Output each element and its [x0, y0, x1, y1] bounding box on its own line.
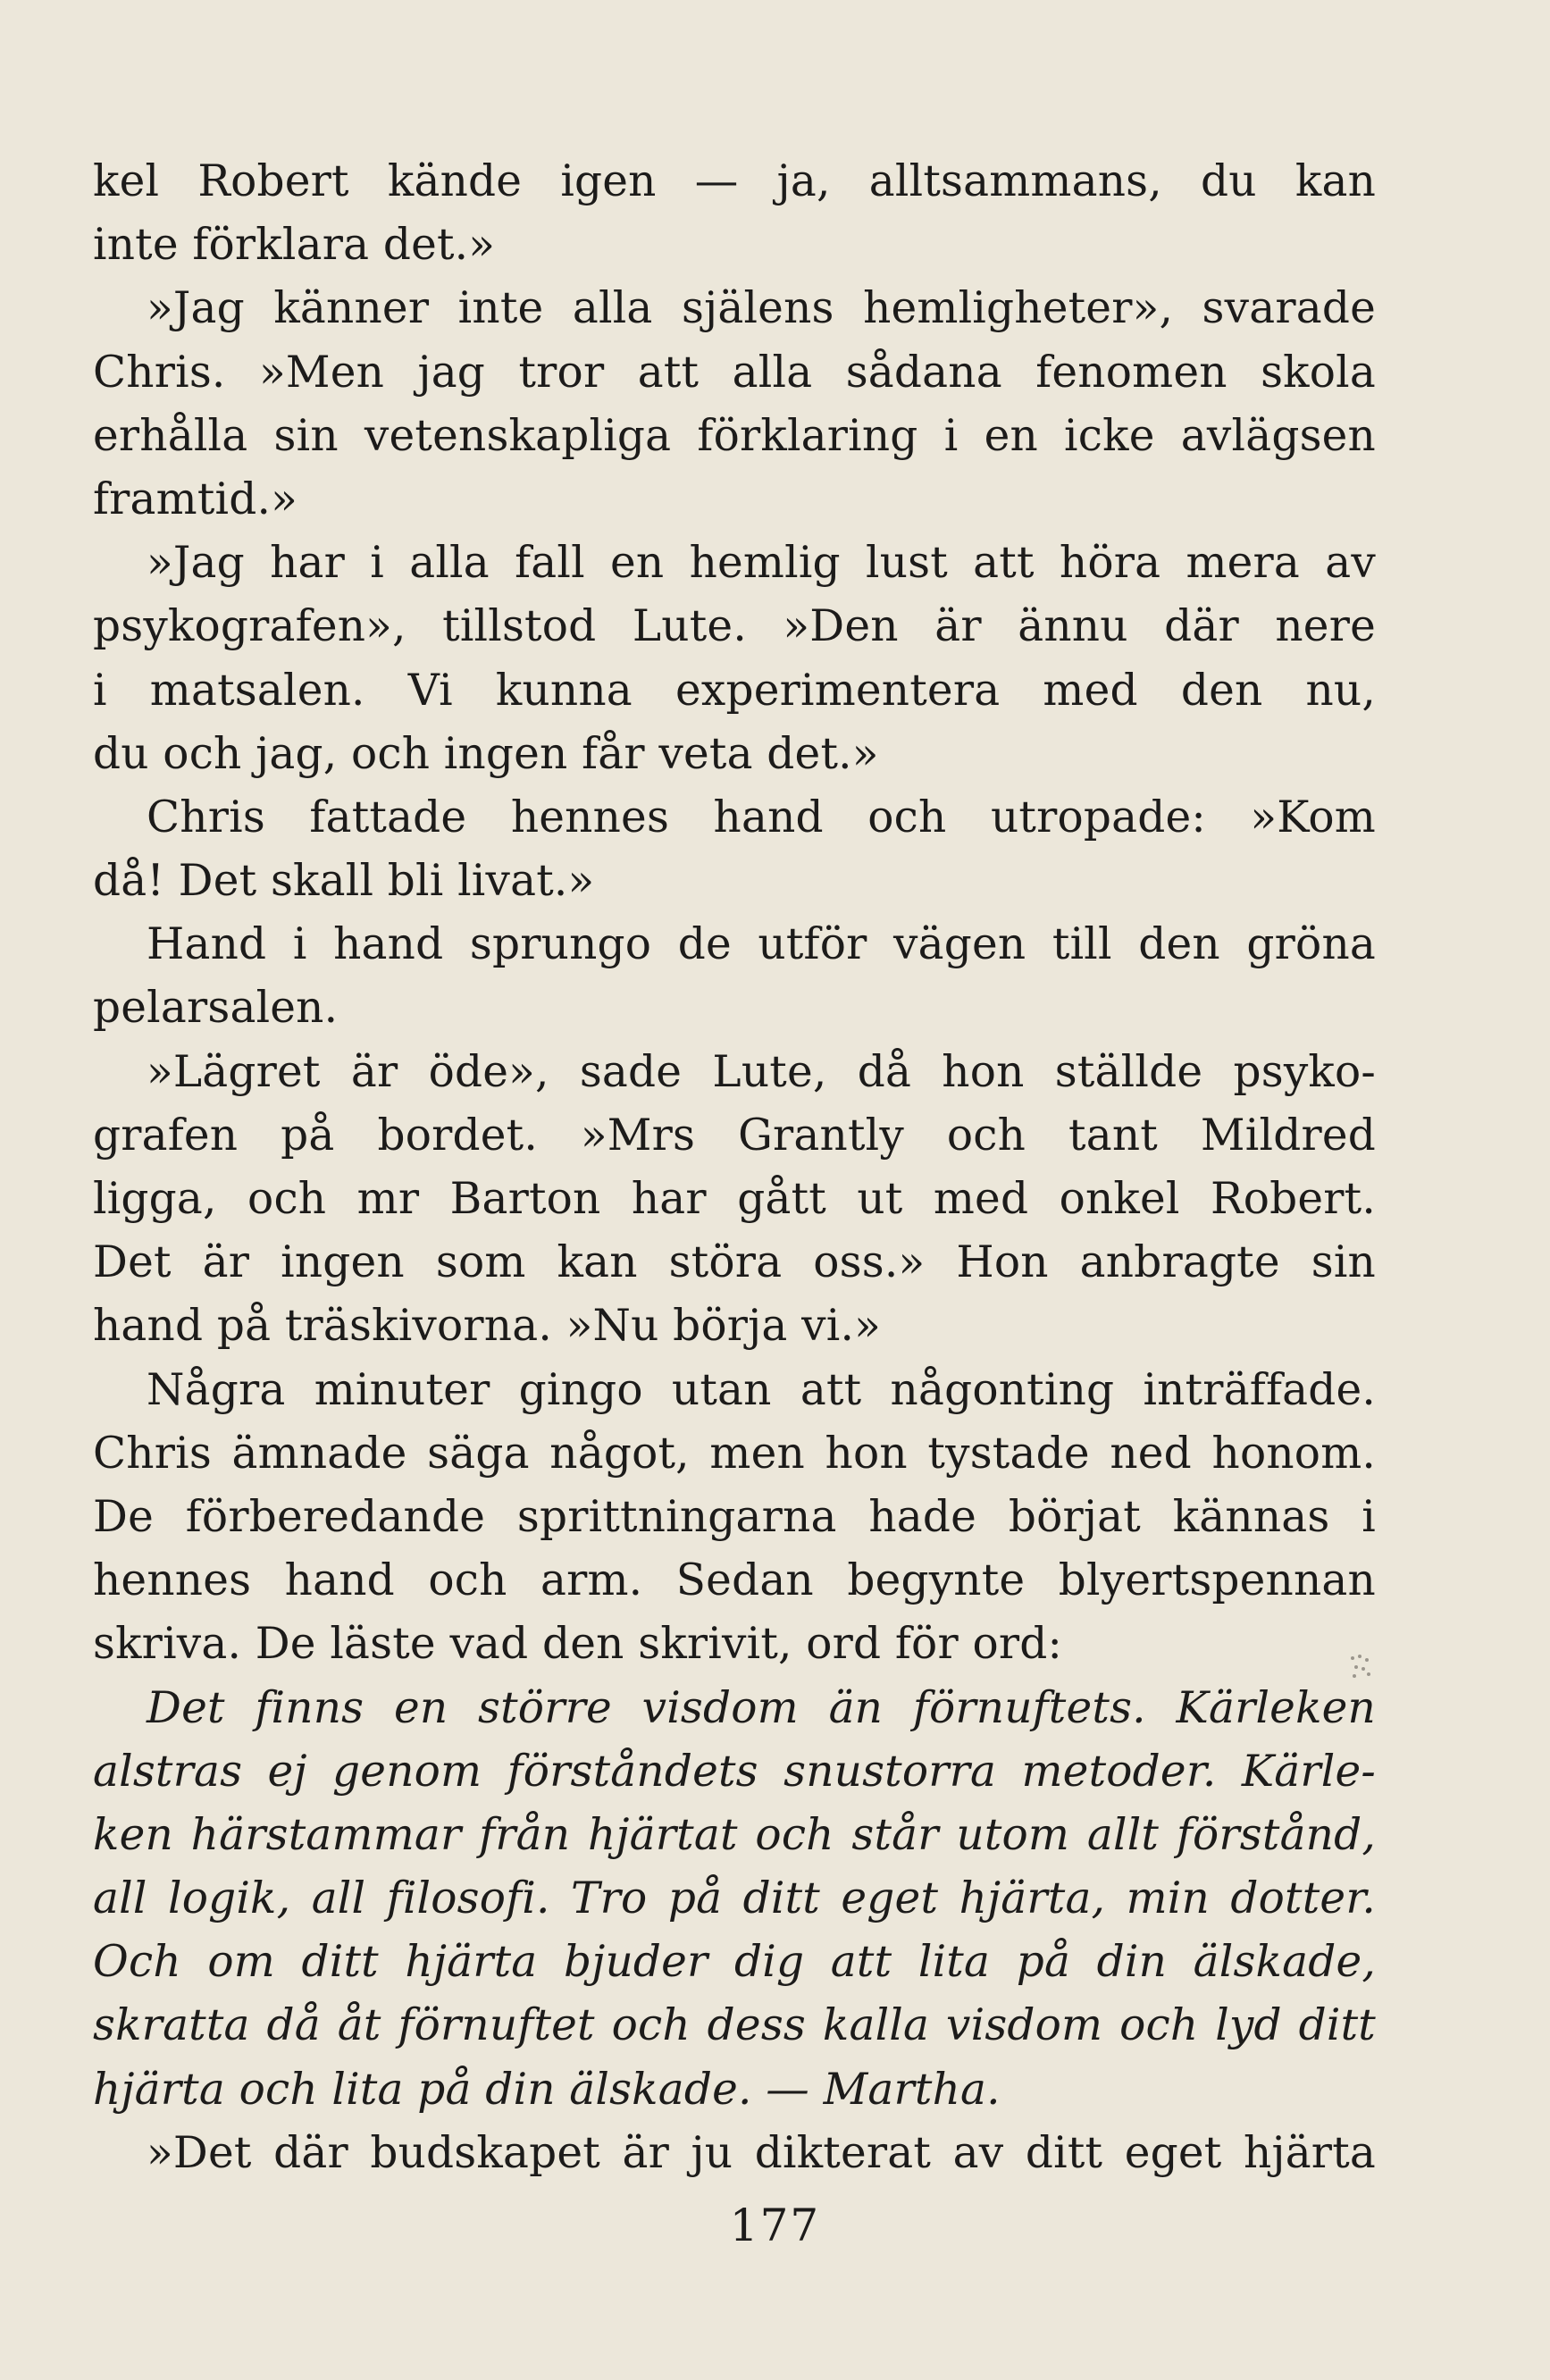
text-line: »Det där budskapet är ju dikterat av ditt eget hjärta [147, 2127, 1376, 2178]
text-line: Chris. »Men jag tror att alla sådana fenomen skola [93, 347, 1376, 398]
book-page-text [93, 150, 1376, 2185]
message-line: all logik, all filosofi. Tro på ditt eget hjärta, min dotter. [93, 1873, 1376, 1924]
message-line: skratta då åt förnuftet och dess kalla visdom och lyd ditt [93, 2000, 1376, 2051]
text-line: Chris fattade hennes hand och utropade: »Kom [147, 792, 1376, 842]
text-line: framtid.» [93, 473, 297, 524]
text-line: Chris ämnade säga något, men hon tystade ned honom. [93, 1428, 1376, 1479]
text-line: hand på träskivorna. »Nu börja vi.» [93, 1301, 881, 1352]
page-number: 177 [729, 2200, 821, 2251]
message-line: hjärta och lita på din älskade. — Martha. [93, 2064, 1001, 2115]
text-line: psykografen», tillstod Lute. »Den är ännu där nere [93, 601, 1376, 652]
message-line: Och om ditt hjärta bjuder dig att lita på din älskade, [93, 1937, 1376, 1988]
text-line: pelarsalen. [93, 983, 339, 1034]
text-line: då! Det skall bli livat.» [93, 856, 595, 907]
text-line: inte förklara det.» [93, 220, 496, 271]
print-speck-mark [1349, 1653, 1372, 1680]
text-line: »Jag har i alla fall en hemlig lust att höra mera av [147, 538, 1376, 589]
text-line: »Lägret är öde», sade Lute, då hon ställde psyko- [147, 1046, 1376, 1097]
text-line: Några minuter gingo utan att någonting inträffade. [147, 1364, 1376, 1415]
text-line: ligga, och mr Barton har gått ut med onkel Robert. [93, 1174, 1376, 1224]
text-line: du och jag, och ingen får veta det.» [93, 728, 879, 779]
message-line: ken härstammar från hjärtat och står utom allt förstånd, [93, 1809, 1376, 1860]
message-line: alstras ej genom förståndets snustorra metoder. Kärle- [93, 1746, 1376, 1797]
text-line: Det är ingen som kan störa oss.» Hon anbragte sin [93, 1237, 1376, 1288]
text-line: grafen på bordet. »Mrs Grantly och tant Mildred [93, 1110, 1376, 1161]
text-line: skriva. De läste vad den skrivit, ord för ord: [93, 1619, 1063, 1670]
text-line: i matsalen. Vi kunna experimentera med den nu, [93, 665, 1376, 716]
text-line: De förberedande sprittningarna hade börjat kännas i [93, 1491, 1376, 1542]
text-line: »Jag känner inte alla själens hemligheter», svarade [147, 283, 1376, 334]
message-line: Det finns en större visdom än förnuftets. Kärleken [147, 1682, 1376, 1733]
text-line: kel Robert kände igen — ja, alltsammans, du kan [93, 156, 1376, 206]
text-line: erhålla sin vetenskapliga förklaring i en icke avlägsen [93, 410, 1376, 461]
text-line: hennes hand och arm. Sedan begynte blyertspennan [93, 1555, 1376, 1606]
text-line: Hand i hand sprungo de utför vägen till den gröna [147, 919, 1376, 970]
